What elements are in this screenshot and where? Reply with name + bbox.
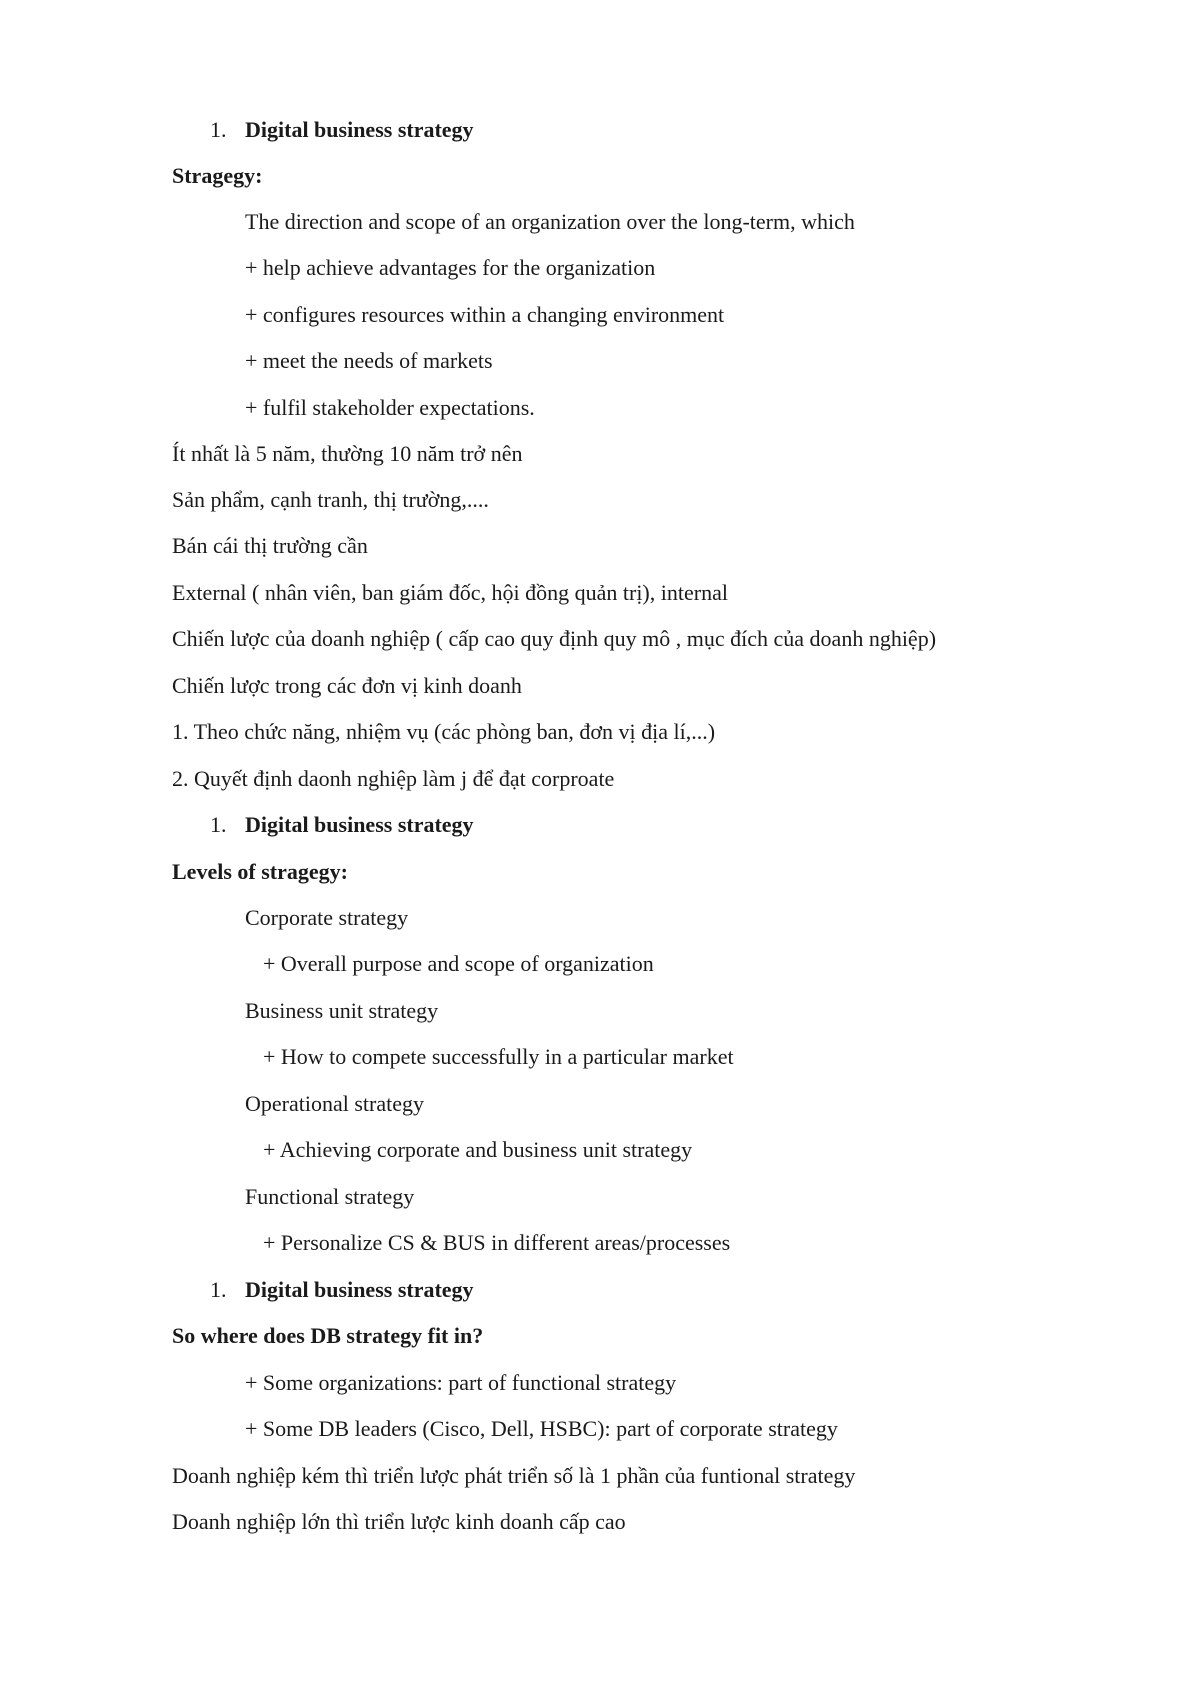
note-line: Bán cái thị trường cần — [172, 533, 368, 558]
level-title: Business unit strategy — [245, 998, 439, 1023]
note-line: Chiến lược của doanh nghiệp ( cấp cao quy định quy mô , mục đích của doanh nghiệp) — [172, 626, 937, 651]
bullet-line: + help achieve advantages for the organization — [245, 255, 656, 280]
level-title: Operational strategy — [245, 1091, 424, 1116]
note-line: 1. Theo chức năng, nhiệm vụ (các phòng ban, đơn vị địa lí,...) — [172, 719, 716, 744]
bullet-line: + Achieving corporate and business unit strategy — [263, 1137, 693, 1162]
subheading: Levels of stragegy: — [172, 859, 348, 884]
bullet-line: + How to compete successfully in a particular market — [263, 1044, 734, 1069]
subheading: So where does DB strategy fit in? — [172, 1323, 484, 1348]
subheading: Stragegy: — [172, 163, 263, 188]
note-line: Chiến lược trong các đơn vị kinh doanh — [172, 673, 522, 698]
level-title: Corporate strategy — [245, 905, 409, 930]
section-heading: Digital business strategy — [245, 1277, 474, 1302]
note-line: Doanh nghiệp kém thì triển lược phát triển số là 1 phần của funtional strategy — [172, 1463, 856, 1488]
section-heading: Digital business strategy — [245, 812, 474, 837]
heading-number: 1. — [210, 812, 227, 837]
level-title: Functional strategy — [245, 1184, 415, 1209]
bullet-line: + fulfil stakeholder expectations. — [245, 395, 535, 420]
section-heading: Digital business strategy — [245, 117, 474, 142]
bullet-line: + Overall purpose and scope of organization — [263, 951, 654, 976]
note-line: External ( nhân viên, ban giám đốc, hội đồng quản trị), internal — [172, 580, 728, 605]
bullet-line: + Some organizations: part of functional strategy — [245, 1370, 677, 1395]
bullet-line: + meet the needs of markets — [245, 348, 493, 373]
heading-number: 1. — [210, 1277, 227, 1302]
note-line: Doanh nghiệp lớn thì triển lược kinh doanh cấp cao — [172, 1509, 626, 1534]
text-line: The direction and scope of an organization over the long-term, which — [245, 209, 855, 234]
heading-number: 1. — [210, 117, 227, 142]
note-line: 2. Quyết định daonh nghiệp làm j để đạt corproate — [172, 766, 615, 791]
note-line: Ít nhất là 5 năm, thường 10 năm trở nên — [172, 441, 523, 466]
bullet-line: + Some DB leaders (Cisco, Dell, HSBC): part of corporate strategy — [245, 1416, 838, 1441]
note-line: Sản phẩm, cạnh tranh, thị trường,.... — [172, 487, 489, 512]
bullet-line: + Personalize CS & BUS in different areas/processes — [263, 1230, 731, 1255]
bullet-line: + configures resources within a changing environment — [245, 302, 725, 327]
